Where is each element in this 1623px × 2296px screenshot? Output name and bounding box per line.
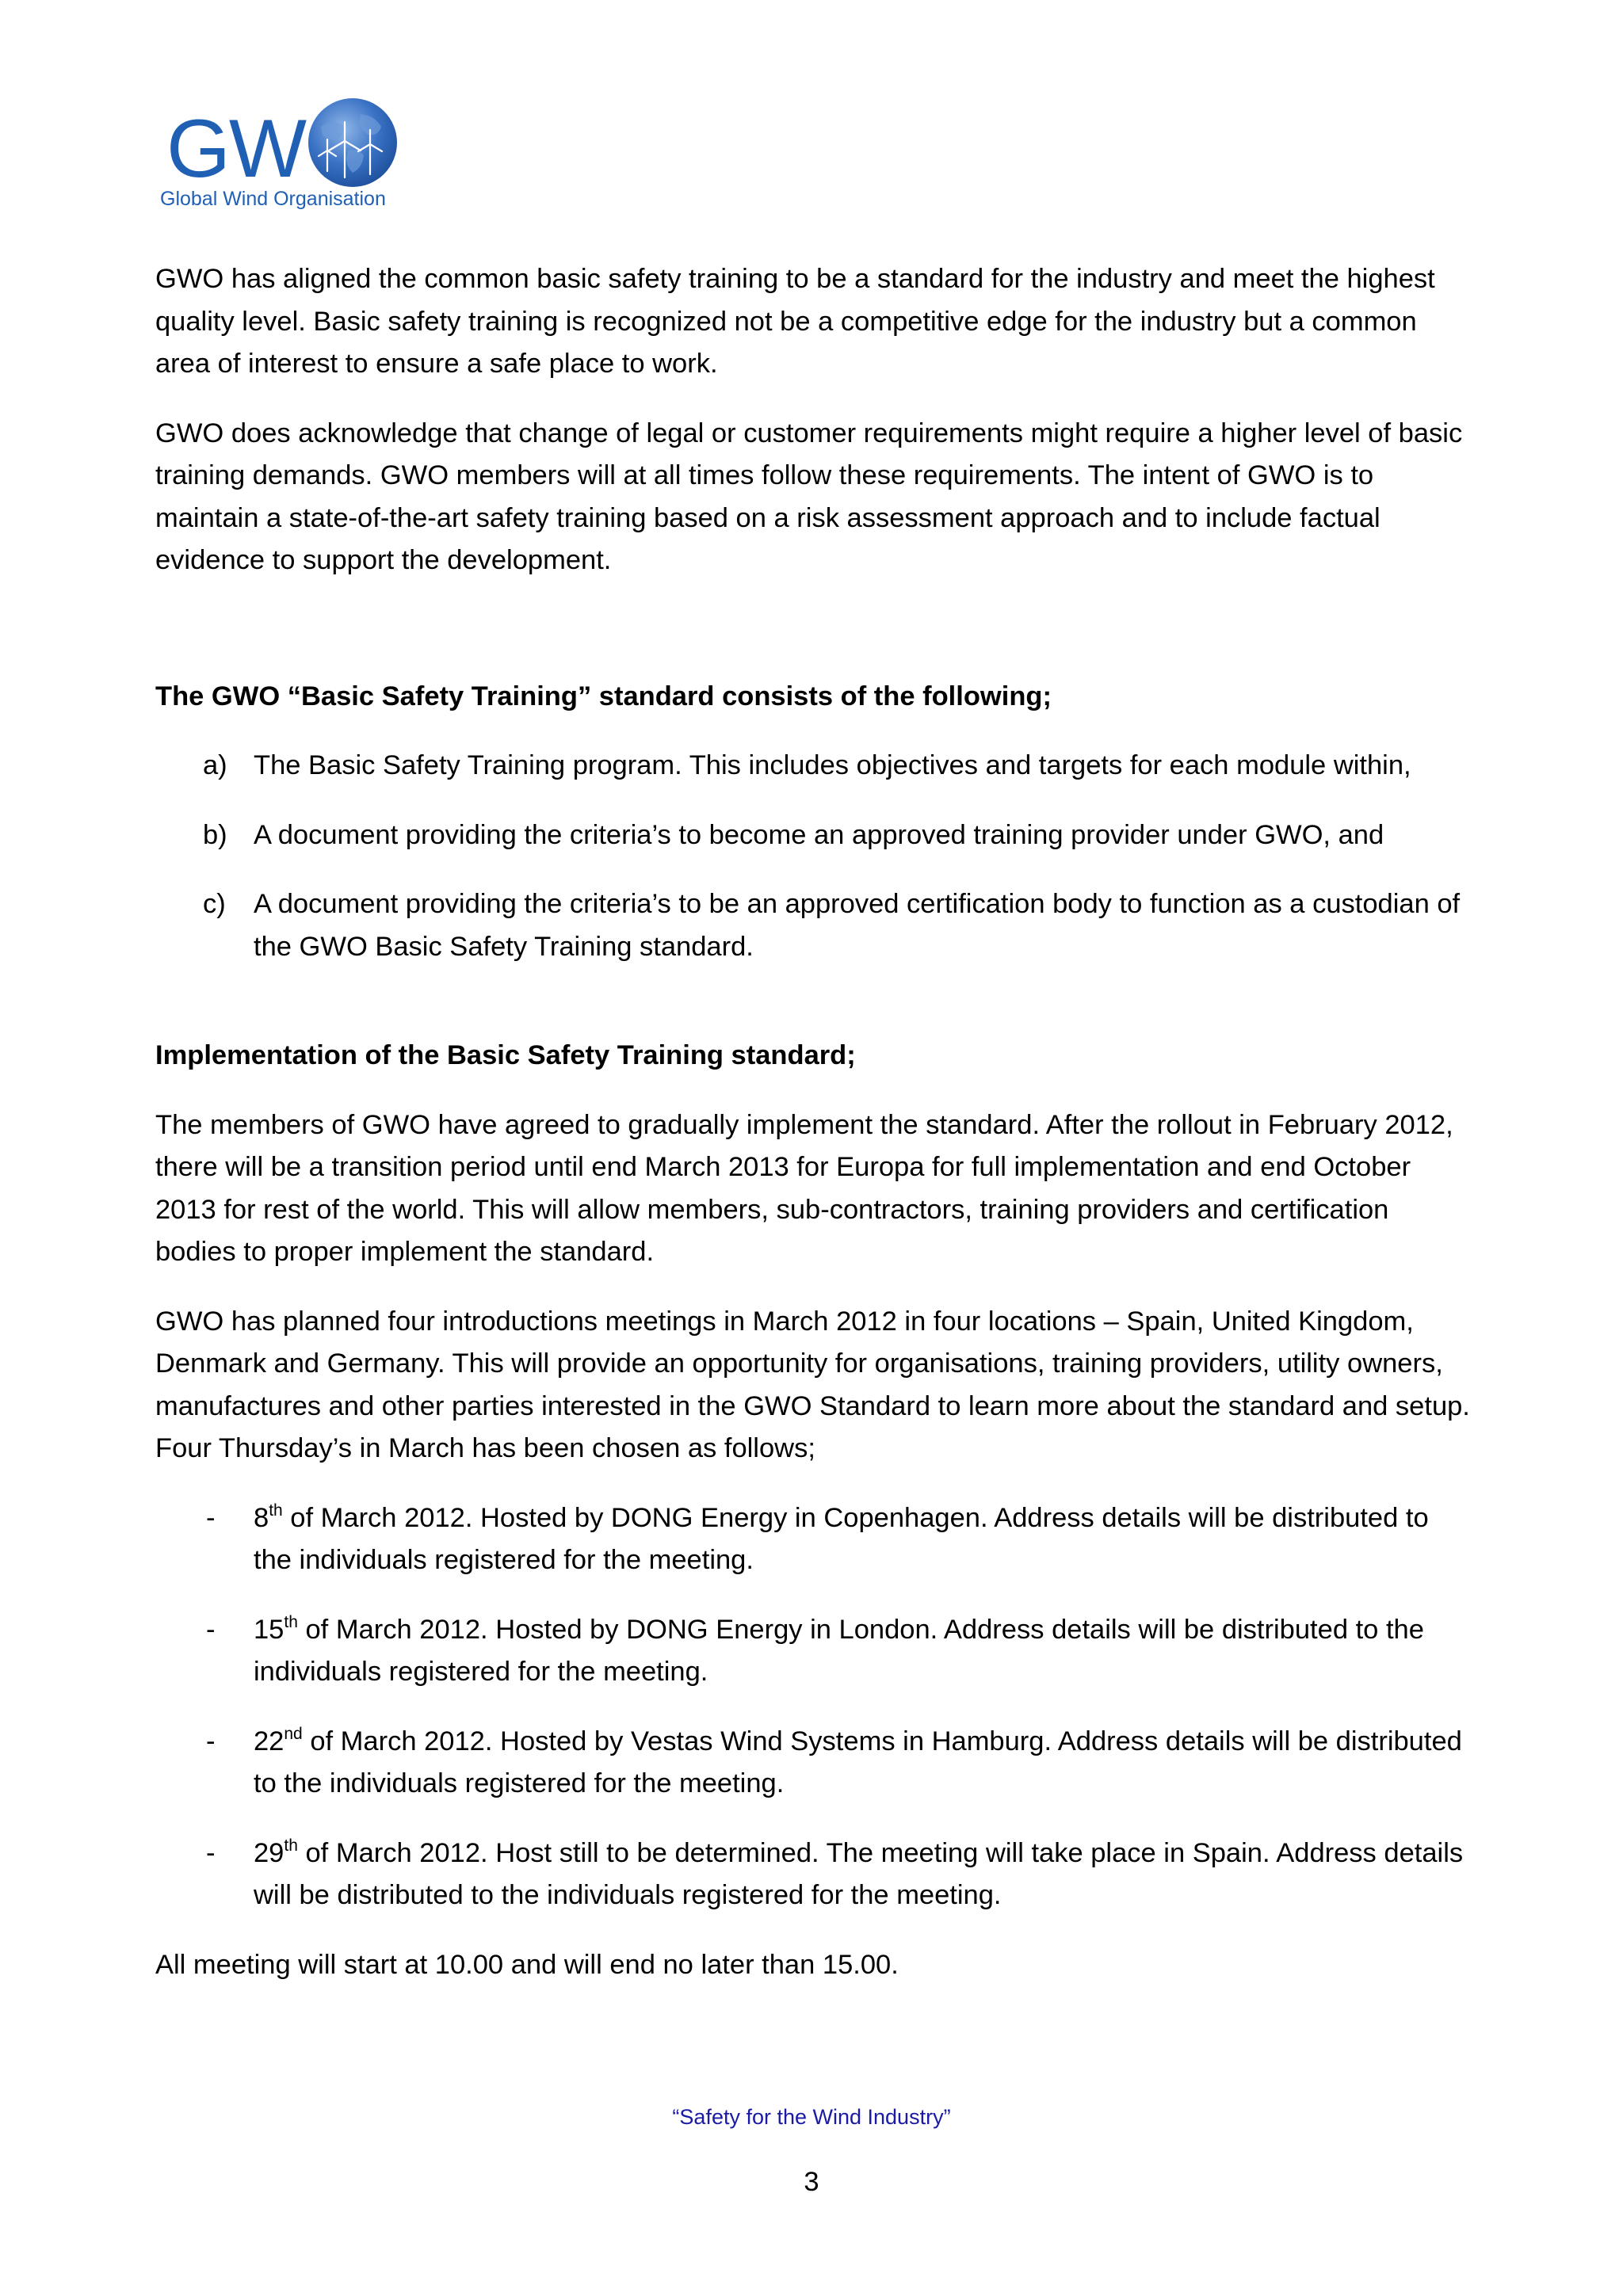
meeting-day-suffix: th: [269, 1501, 283, 1520]
intro-paragraph-2: GWO does acknowledge that change of legal or customer requirements might require a higher level of basic training demands. GWO members will at all times follow these requirements. The intent of GWO is to maintain a state-of-the-art safety training based on a risk assessment approach and to include factual evidence to support the development.: [155, 418, 1463, 575]
implementation-paragraph-2: GWO has planned four introductions meetings in March 2012 in four locations – Spain, United Kingdom, Denmark and Germany. This will provide an opportunity for organisations, training providers, utility owners, manufactures and other parties interested in the GWO Standard to learn more about the standard and setup. Four Thursday’s in March has been chosen as follows;: [155, 1306, 1470, 1463]
spacer: [155, 995, 1471, 1035]
meeting-day-suffix: th: [284, 1612, 298, 1631]
list-marker: -: [206, 1726, 216, 1756]
intro-paragraph-1: GWO has aligned the common basic safety training to be a standard for the industry and meet the highest quality level. Basic safety training is recognized not be a competitive edge for the industry but a common area of interest to ensure a safe place to work.: [155, 264, 1435, 379]
footer-slogan: “Safety for the Wind Industry”: [672, 2105, 951, 2129]
meeting-day: 15: [254, 1614, 285, 1645]
meeting-day: 22: [254, 1726, 285, 1756]
list-item: [155, 1609, 1471, 1694]
closing-paragraph: All meeting will start at 10.00 and will end no later than 15.00.: [155, 1949, 899, 1980]
list-item-text: The Basic Safety Training program. This includes objectives and targets for each module within,: [254, 750, 1411, 780]
gwo-logo: [157, 93, 411, 220]
list-item: [155, 745, 1471, 788]
list-item: [155, 1721, 1471, 1806]
list-item-text: A document providing the criteria’s to become an approved training provider under GWO, and: [254, 819, 1384, 850]
logo-tagline: Global Wind Organisation: [160, 188, 386, 210]
standard-heading: The GWO “Basic Safety Training” standard consists of the following;: [155, 681, 1052, 711]
meeting-day-suffix: th: [284, 1836, 298, 1855]
list-marker: b): [203, 819, 227, 850]
implementation-heading: Implementation of the Basic Safety Training standard;: [155, 1040, 856, 1070]
list-marker: a): [203, 750, 227, 780]
meeting-list: [155, 1497, 1471, 1917]
meeting-day: 8: [254, 1502, 269, 1533]
implementation-paragraph-1: The members of GWO have agreed to gradually implement the standard. After the rollout in February 2012, there will be a transition period until end March 2013 for Europa for full implementation and end October 2013 for rest of the world. This will allow members, sub-contractors, training providers and certification bodies to proper implement the standard.: [155, 1109, 1453, 1267]
list-item-text: A document providing the criteria’s to be an approved certification body to function as a custodian of the GWO Basic Safety Training standard.: [254, 889, 1461, 962]
meeting-day-suffix: nd: [284, 1724, 303, 1743]
meeting-day: 29: [254, 1837, 285, 1868]
meeting-text: of March 2012. Hosted by DONG Energy in Copenhagen. Address details will be distributed to the individuals registered for the meeting.: [254, 1502, 1429, 1575]
page-number: 3: [804, 2167, 819, 2197]
meeting-text: of March 2012. Hosted by DONG Energy in London. Address details will be distributed to the individuals registered for the meeting.: [254, 1614, 1424, 1687]
list-item: [155, 1833, 1471, 1917]
list-item: [155, 883, 1471, 968]
list-item: [155, 814, 1471, 857]
spacer: [155, 609, 1471, 676]
wind-turbine-globe-icon: [305, 95, 400, 190]
list-marker: -: [206, 1614, 216, 1645]
document-body: [155, 258, 1471, 2013]
list-marker: -: [206, 1502, 216, 1533]
list-item: [155, 1497, 1471, 1582]
meeting-text: of March 2012. Host still to be determined. The meeting will take place in Spain. Address details will be distributed to the individuals registered for the meeting.: [254, 1837, 1464, 1910]
list-marker: c): [203, 889, 226, 919]
list-marker: -: [206, 1837, 216, 1868]
logo-letters: GW: [166, 103, 306, 195]
standard-list: [155, 745, 1471, 968]
meeting-text: of March 2012. Hosted by Vestas Wind Systems in Hamburg. Address details will be distributed to the individuals registered for the meeting.: [254, 1726, 1462, 1798]
